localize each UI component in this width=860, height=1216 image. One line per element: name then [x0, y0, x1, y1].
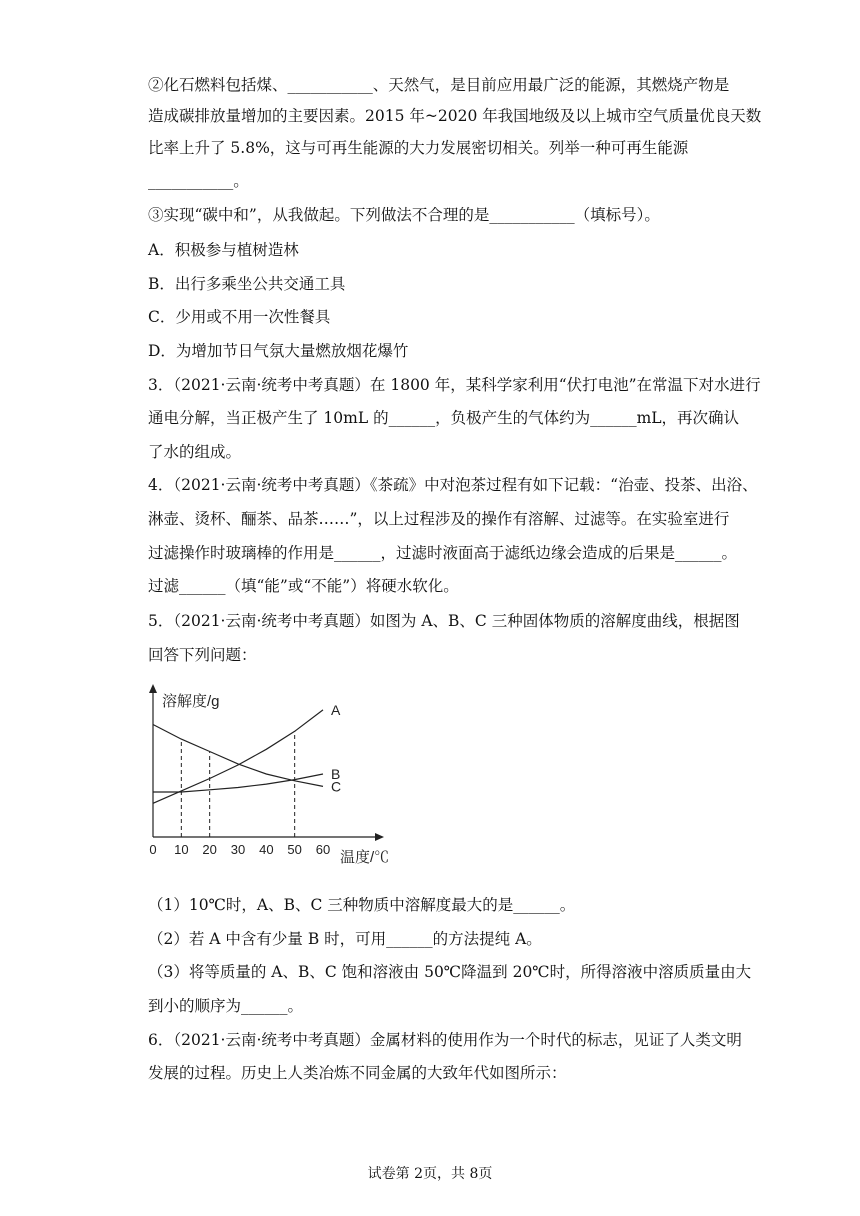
text-line: 5．（2021·云南·统考中考真题）如图为 A、B、C 三种固体物质的溶解度曲线，根据图 — [148, 612, 740, 630]
curves — [153, 710, 323, 803]
text-line: （2）若 A 中含有少量 B 时，可用______的方法提纯 A。 — [148, 930, 542, 948]
text-line: 过滤操作时玻璃棒的作用是______，过滤时液面高于滤纸边缘会造成的后果是______。 — [148, 544, 738, 562]
text-line: 4．（2021·云南·统考中考真题）《茶疏》中对泡茶过程有如下记载：“治壶、投茶、出浴、 — [148, 476, 758, 494]
curve-labels — [331, 702, 341, 795]
y-axis-label: 溶解度/g — [162, 693, 220, 710]
x-tick-label: 40 — [259, 842, 274, 857]
text-line: 通电分解，当正极产生了 10mL 的______，负极产生的气体约为______mL，再次确认 — [148, 409, 740, 427]
text-line: 发展的过程。历史上人类冶炼不同金属的大致年代如图所示： — [148, 1064, 567, 1082]
curve-c — [153, 725, 323, 787]
x-tick-label: 30 — [230, 842, 246, 857]
text-line: B．出行多乘坐公共交通工具 — [148, 275, 346, 293]
x-tick-label: 60 — [315, 842, 331, 857]
text-line: A．积极参与植树造林 — [148, 241, 299, 259]
y-axis-arrow — [149, 684, 157, 693]
text-line: （3）将等质量的 A、B、C 饱和溶液由 50℃降温到 20℃时，所得溶液中溶质质量由大 — [148, 963, 752, 981]
text-line: 3．（2021·云南·统考中考真题）在 1800 年，某科学家利用“伏打电池”在常温下对水进行 — [148, 376, 761, 394]
page-footer: 试卷第 2页，共 8页 — [367, 1166, 493, 1182]
text-line: 到小的顺序为______。 — [148, 997, 304, 1015]
text-line: C．少用或不用一次性餐具 — [148, 308, 331, 326]
series-label-b: B — [331, 766, 341, 782]
x-tick-label: 0 — [149, 842, 157, 857]
text-line: 了水的组成。 — [148, 443, 242, 461]
x-tick-labels — [149, 842, 330, 857]
text-line: 回答下列问题： — [148, 646, 257, 664]
solubility-chart — [140, 682, 400, 872]
x-tick-label: 10 — [174, 842, 189, 857]
text-line: 过滤______（填“能”或“不能”）将硬水软化。 — [148, 577, 459, 595]
series-label-c: C — [331, 778, 342, 795]
text-line: 造成碳排放量增加的主要因素。2015 年~2020 年我国地级及以上城市空气质量优良天数 — [148, 107, 762, 125]
text-line: （1）10℃时，A、B、C 三种物质中溶解度最大的是______。 — [148, 896, 576, 914]
curve-b — [153, 774, 323, 792]
text-line: D．为增加节日气氛大量燃放烟花爆竹 — [148, 342, 409, 360]
series-label-a: A — [331, 701, 341, 718]
text-line: ③实现“碳中和”，从我做起。下列做法不合理的是___________（填标号）。 — [148, 206, 660, 224]
x-tick-label: 20 — [202, 842, 217, 857]
x-axis-label: 温度/℃ — [340, 849, 390, 866]
text-line: ___________。 — [148, 172, 249, 190]
text-line: 比率上升了 5.8%，这与可再生能源的大力发展密切相关。列举一种可再生能源 — [148, 139, 689, 157]
x-axis-arrow — [375, 833, 384, 841]
x-tick-label: 50 — [287, 842, 302, 857]
curve-a — [153, 710, 323, 803]
text-line: 6．（2021·云南·统考中考真题）金属材料的使用作为一个时代的标志，见证了人类文明 — [148, 1031, 742, 1049]
text-line: 淋壶、烫杯、酾茶、品茶……”，以上过程涉及的操作有溶解、过滤等。在实验室进行 — [148, 510, 730, 528]
text-line: ②化石燃料包括煤、___________、天然气，是目前应用最广泛的能源，其燃烧产物是 — [148, 76, 730, 94]
